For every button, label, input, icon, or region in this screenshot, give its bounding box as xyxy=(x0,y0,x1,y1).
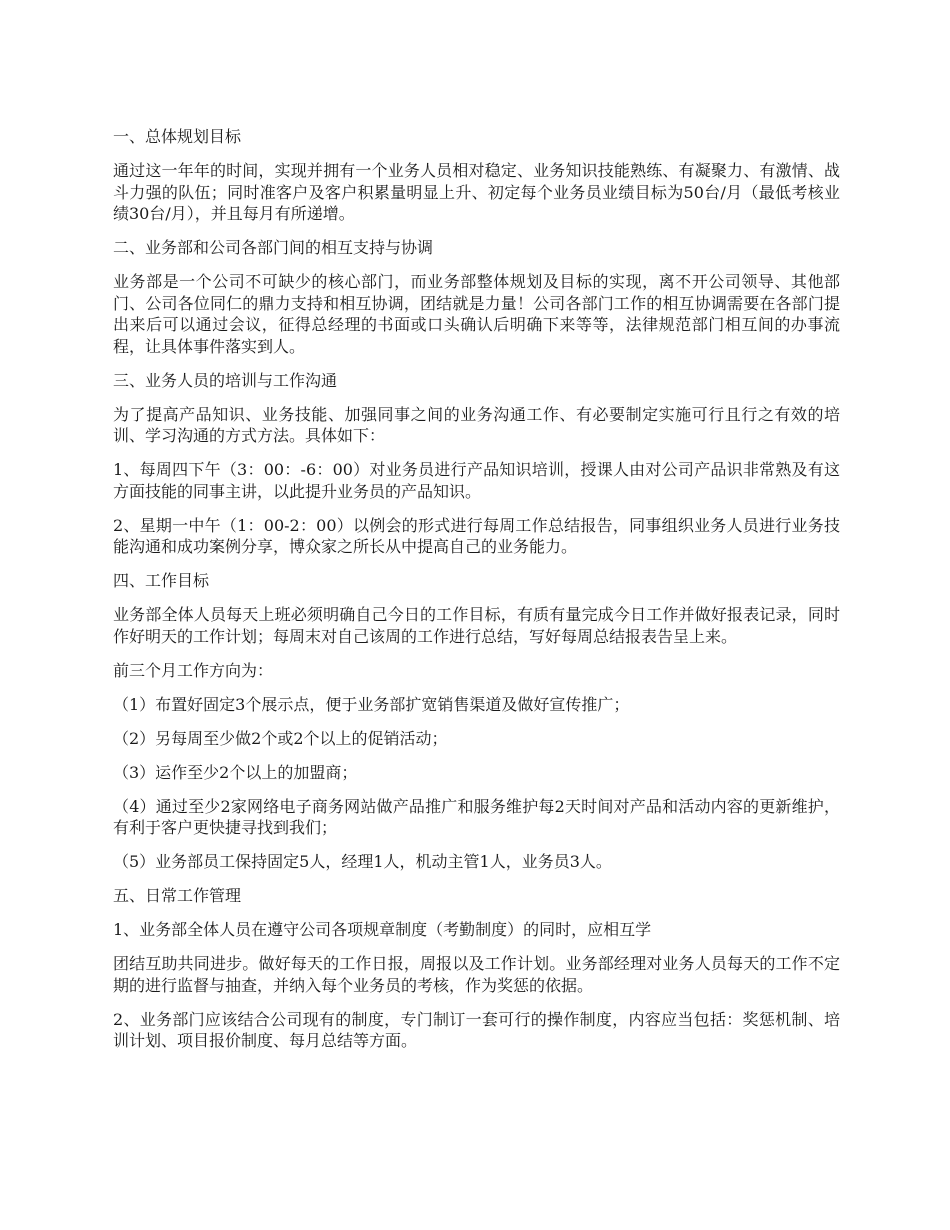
paragraph-training-item-1: 1、每周四下午（3：00：-6：00）对业务员进行产品知识培训，授课人由对公司产品识非常熟及有这方面技能的同事主讲，以此提升业务员的产品知识。 xyxy=(113,460,840,501)
list-item-3: （3）运作至少2个以上的加盟商； xyxy=(113,762,358,782)
list-item-2: （2）另每周至少做2个或2个以上的促销活动； xyxy=(113,728,448,748)
document-page xyxy=(113,126,840,1064)
list-item-1: （1）布置好固定3个展示点，便于业务部扩宽销售渠道及做好宣传推广； xyxy=(113,694,630,714)
paragraph-work-goal: 业务部全体人员每天上班必须明确自己今日的工作目标，有质有量完成今日工作并做好报表记录，同时作好明天的工作计划；每周末对自己该周的工作进行总结，写好每周总结报表告呈上来。 xyxy=(113,605,840,646)
section-heading-5: 五、日常工作管理 xyxy=(113,886,242,905)
section-heading-1: 一、总体规划目标 xyxy=(113,127,242,146)
paragraph-first-three-months: 前三个月工作方向为： xyxy=(113,660,274,680)
paragraph-coordination: 业务部是一个公司不可缺少的核心部门，而业务部整体规划及目标的实现，离不开公司领导、其他部门、公司各位同仁的鼎力支持和相互协调，团结就是力量！公司各部门工作的相互协调需要在各部门提出来后可以通过会议，征得总经理的书面或口头确认后明确下来等等，法律规范部门相互间的办事流程，让具体事件落实到人。 xyxy=(113,272,840,356)
list-item-5: （5）业务部员工保持固定5人，经理1人，机动主管1人，业务员3人。 xyxy=(113,852,612,871)
section-heading-4: 四、工作目标 xyxy=(113,571,210,590)
section-heading-3: 三、业务人员的培训与工作沟通 xyxy=(113,370,338,390)
paragraph-training-intro: 为了提高产品知识、业务技能、加强同事之间的业务沟通工作、有必要制定实施可行且行之有效的培训、学习沟通的方式方法。具体如下： xyxy=(113,404,840,445)
paragraph-daily-management-2: 2、业务部门应该结合公司现有的制度，专门制订一套可行的操作制度，内容应当包括：奖惩机制、培训计划、项目报价制度、每月总结等方面。 xyxy=(113,1009,840,1050)
paragraph-daily-management-1-cont: 团结互助共同进步。做好每天的工作日报，周报以及工作计划。业务部经理对业务人员每天的工作不定期的进行监督与抽查，并纳入每个业务员的考核，作为奖惩的依据。 xyxy=(113,954,840,995)
section-heading-2: 二、业务部和公司各部门间的相互支持与协调 xyxy=(113,238,434,257)
paragraph-daily-management-1: 1、业务部全体人员在遵守公司各项规章制度（考勤制度）的同时，应相互学 xyxy=(113,920,652,939)
list-item-4: （4）通过至少2家网络电子商务网站做产品推广和服务维护每2天时间对产品和活动内容的更新维护，有利于客户更快捷寻找到我们； xyxy=(113,796,840,837)
paragraph-overall-goal: 通过这一年年的时间，实现并拥有一个业务人员相对稳定、业务知识技能熟练、有凝聚力、有激情、战斗力强的队伍；同时准客户及客户积累量明显上升、初定每个业务员业绩目标为50台/月（最低考核业绩30台/月），并且每月有所递增。 xyxy=(113,161,840,223)
paragraph-training-item-2: 2、星期一中午（1：00-2：00）以例会的形式进行每周工作总结报告，同事组织业务人员进行业务技能沟通和成功案例分享，博众家之所长从中提高自己的业务能力。 xyxy=(113,515,840,556)
